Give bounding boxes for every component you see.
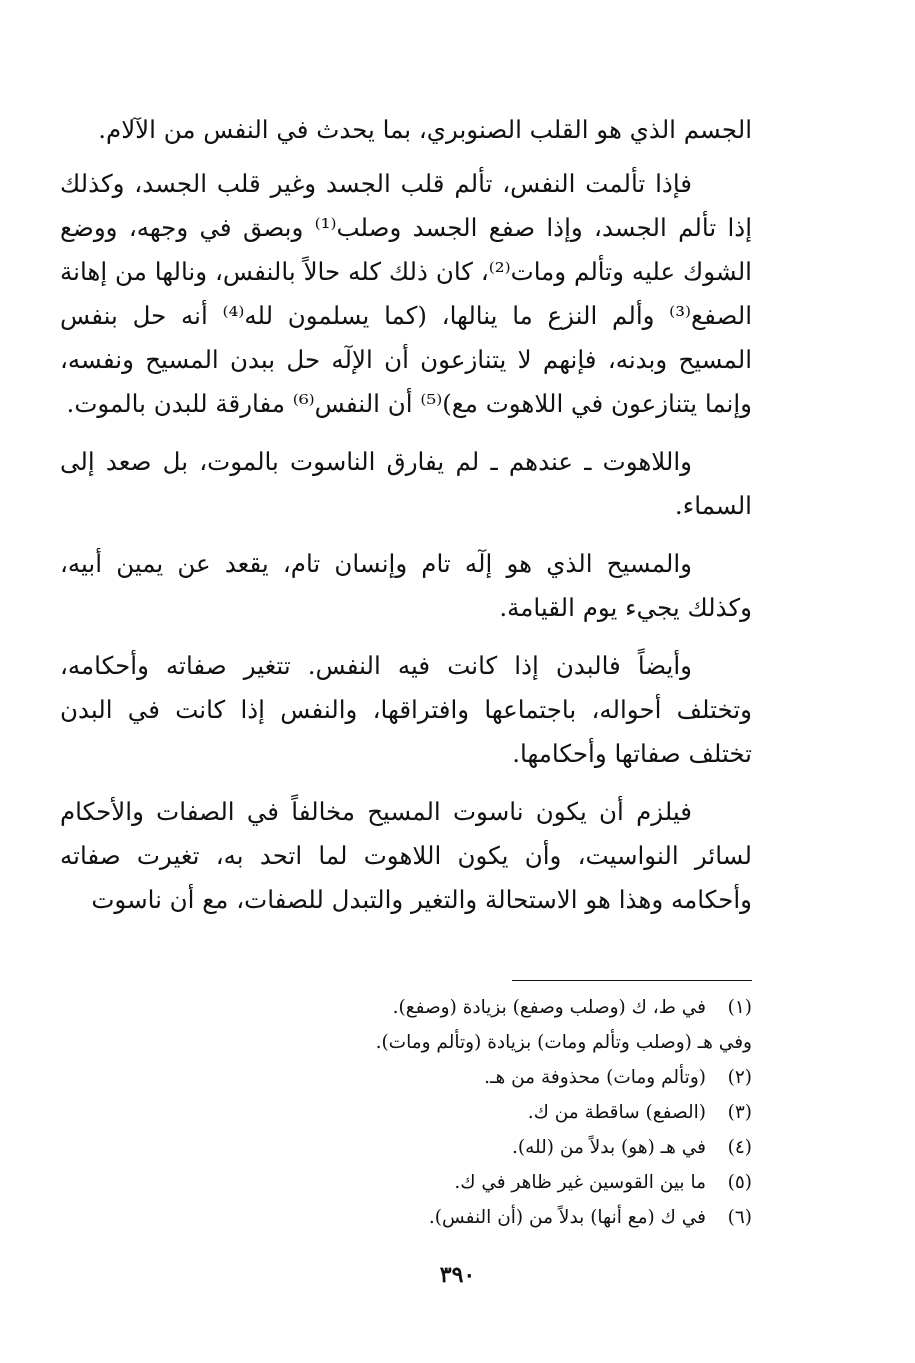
footnotes	[60, 990, 752, 1235]
footnote	[60, 1130, 752, 1165]
footnote-number: (٣)	[727, 1102, 752, 1123]
footnote-continuation	[60, 1025, 752, 1060]
main-text	[60, 108, 752, 936]
footnote-text: في هـ (هو) بدلاً من (لله).	[512, 1137, 706, 1158]
footnote-text: (الصفع) ساقطة من ك.	[527, 1102, 706, 1123]
footnote-text: في ك (مع أنها) بدلاً من (أن النفس).	[428, 1207, 706, 1228]
paragraph: فإذا تألمت النفس، تألم قلب الجسد وغير قلب الجسد، وكذلك إذا تألم الجسد، وإذا صفع الجسد وصلب⁽¹⁾ وبصق في وجهه، ووضع الشوك عليه وتألم ومات⁽²⁾، كان ذلك كله حالاً بالنفس، ونالها من إهانة الصفع⁽³⁾ وألم النزع ما ينالها، (كما يسلمون لله⁽⁴⁾ أنه حل بنفس المسيح وبدنه، فإنهم لا يتنازعون أن الإلٓه حل ببدن المسيح ونفسه، وإنما يتنازعون في اللاهوت مع)⁽⁵⁾ أن النفس⁽⁶⁾ مفارقة للبدن بالموت.	[60, 169, 753, 418]
footnote-number: (٦)	[727, 1207, 752, 1228]
footnote	[60, 1095, 752, 1130]
footnote-number: (١)	[727, 997, 752, 1018]
page-number: ٣٩٠	[439, 1262, 476, 1288]
paragraph: الجسم الذي هو القلب الصنوبري، بما يحدث في النفس من الآلام.	[98, 115, 752, 144]
footnote	[60, 1165, 752, 1200]
footnote-text: ما بين القوسين غير ظاهر في ك.	[454, 1172, 706, 1193]
footnote-text: وفي هـ (وصلب وتألم ومات) بزيادة (وتألم ومات).	[375, 1032, 752, 1053]
paragraph: والمسيح الذي هو إلٓه تام وإنسان تام، يقعد عن يمين أبيه، وكذلك يجيء يوم القيامة.	[60, 549, 752, 622]
footnote-text: (وتألم ومات) محذوفة من هـ.	[484, 1067, 706, 1088]
footnote-number: (٥)	[727, 1172, 752, 1193]
paragraph: فيلزم أن يكون ناسوت المسيح مخالفاً في الصفات والأحكام لسائر النواسيت، وأن يكون اللاهوت لما اتحد به، تغيرت صفاته وأحكامه وهذا هو الاستحالة والتغير والتبدل للصفات، مع أن ناسوت	[60, 797, 752, 914]
footnote	[60, 1200, 752, 1235]
paragraph: واللاهوت ـ عندهم ـ لم يفارق الناسوت بالموت، بل صعد إلى السماء.	[60, 447, 752, 520]
paragraph: وأيضاً فالبدن إذا كانت فيه النفس. تتغير صفاته وأحكامه، وتختلف أحواله، باجتماعها وافتراقها، والنفس إذا كانت في البدن تختلف صفاتها وأحكامها.	[60, 651, 752, 768]
footnote	[60, 990, 752, 1025]
footnote-number: (٤)	[727, 1137, 752, 1158]
footnote	[60, 1060, 752, 1095]
footnote-number: (٢)	[727, 1067, 752, 1088]
footnote-text: في ط، ك (وصلب وصفع) بزيادة (وصفع).	[392, 997, 706, 1018]
footnote-separator	[512, 980, 752, 981]
